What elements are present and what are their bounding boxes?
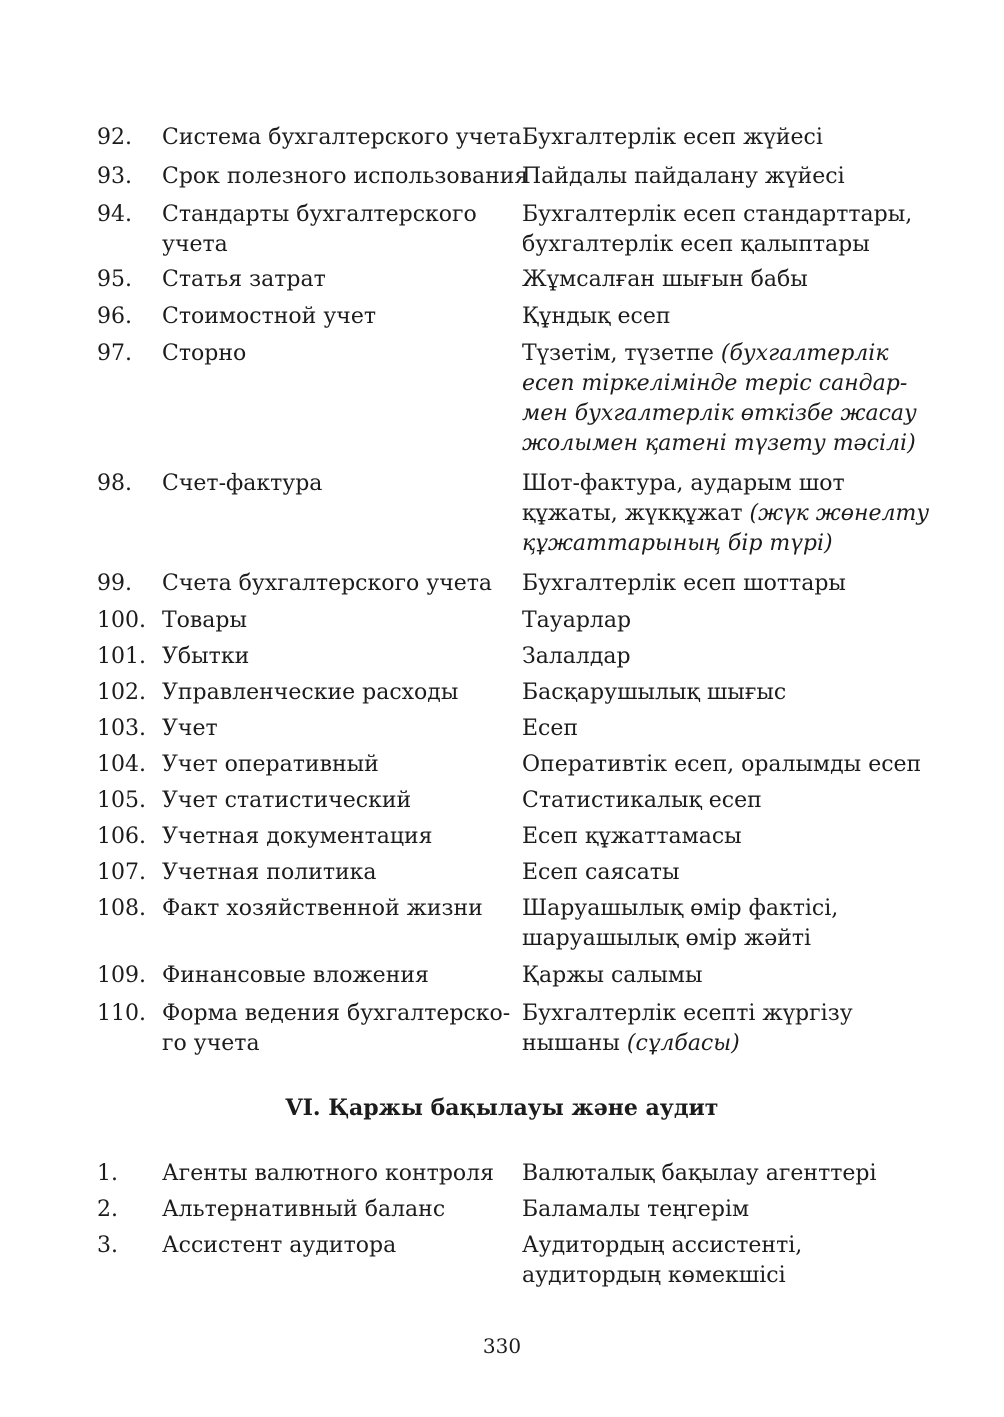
russian-term-line: Счета бухгалтерского учета bbox=[162, 571, 493, 596]
kazakh-term-line bbox=[522, 339, 922, 369]
russian-term bbox=[162, 750, 514, 780]
entry-number: 104. bbox=[97, 752, 146, 777]
kazakh-term bbox=[522, 302, 922, 332]
russian-term bbox=[162, 858, 514, 888]
kazakh-term bbox=[522, 469, 930, 559]
kazakh-term bbox=[522, 750, 922, 780]
russian-term-line: Управленческие расходы bbox=[162, 680, 459, 705]
kazakh-term bbox=[522, 162, 922, 192]
kazakh-term-text: нышаны bbox=[522, 1031, 627, 1056]
kazakh-term-note: (сұлбасы) bbox=[626, 1031, 740, 1056]
kazakh-term-text: Есеп саясаты bbox=[522, 860, 680, 885]
kazakh-term bbox=[522, 999, 922, 1059]
kazakh-term-line bbox=[522, 469, 922, 499]
entry-number: 109. bbox=[97, 963, 146, 988]
kazakh-term-note: құжаттарының бір түрі) bbox=[522, 531, 833, 556]
kazakh-term-line bbox=[522, 369, 922, 399]
kazakh-term bbox=[522, 822, 922, 852]
kazakh-term-text: аудитордың көмекшісі bbox=[522, 1263, 786, 1288]
kazakh-term-text: Түзетім, түзетпе bbox=[522, 341, 721, 366]
russian-term-line: Финансовые вложения bbox=[162, 963, 429, 988]
kazakh-term-text: Бухгалтерлік есеп жүйесі bbox=[522, 125, 823, 150]
kazakh-term-text: Залалдар bbox=[522, 644, 631, 669]
kazakh-term-text: бухгалтерлік есеп қалыптары bbox=[522, 232, 870, 257]
russian-term bbox=[162, 894, 514, 924]
russian-term bbox=[162, 1231, 514, 1261]
kazakh-term-line bbox=[522, 265, 922, 295]
russian-term-line: Сторно bbox=[162, 341, 247, 366]
kazakh-term bbox=[522, 894, 922, 954]
entry-number: 101. bbox=[97, 644, 146, 669]
kazakh-term-line bbox=[522, 714, 922, 744]
entry-number: 110. bbox=[97, 1001, 146, 1026]
russian-term bbox=[162, 200, 514, 260]
kazakh-term-line bbox=[522, 642, 922, 672]
entry-number: 99. bbox=[97, 571, 132, 596]
russian-term-line: Стандарты бухгалтерского bbox=[162, 202, 477, 227]
kazakh-term bbox=[522, 200, 922, 260]
russian-term-line: Учет оперативный bbox=[162, 752, 379, 777]
russian-term-line: го учета bbox=[162, 1031, 260, 1056]
russian-term-line: учета bbox=[162, 232, 228, 257]
kazakh-term-text: Оперативтік есеп, оралымды есеп bbox=[522, 752, 922, 777]
russian-term-line: Срок полезного использования bbox=[162, 164, 529, 189]
kazakh-term bbox=[522, 265, 922, 295]
kazakh-term bbox=[522, 961, 922, 991]
russian-term bbox=[162, 961, 514, 991]
entry-number: 1. bbox=[97, 1161, 118, 1186]
kazakh-term-text: құжаты, жүкқұжат bbox=[522, 501, 750, 526]
russian-term bbox=[162, 302, 514, 332]
kazakh-term-text: Есеп bbox=[522, 716, 579, 741]
russian-term bbox=[162, 162, 529, 192]
kazakh-term-line bbox=[522, 924, 922, 954]
kazakh-term bbox=[522, 1159, 922, 1189]
kazakh-term-line bbox=[522, 1029, 922, 1059]
russian-term-line: Ассистент аудитора bbox=[162, 1233, 397, 1258]
kazakh-term-line bbox=[522, 750, 922, 780]
kazakh-term bbox=[522, 339, 922, 459]
russian-term bbox=[162, 265, 514, 295]
kazakh-term-text: Шот-фактура, аударым шот bbox=[522, 471, 845, 496]
russian-term bbox=[162, 822, 514, 852]
russian-term-line: Учетная документация bbox=[162, 824, 433, 849]
kazakh-term-line bbox=[522, 961, 922, 991]
entry-number: 92. bbox=[97, 125, 132, 150]
entry-number: 97. bbox=[97, 341, 132, 366]
kazakh-term-note: есеп тіркелімінде теріс сандар- bbox=[522, 371, 908, 396]
russian-term bbox=[162, 606, 514, 636]
russian-term bbox=[162, 642, 514, 672]
kazakh-term-text: Аудитордың ассистенті, bbox=[522, 1233, 803, 1258]
russian-term-line: Альтернативный баланс bbox=[162, 1197, 446, 1222]
russian-term bbox=[162, 469, 514, 499]
kazakh-term-line bbox=[522, 399, 922, 429]
russian-term-line: Учетная политика bbox=[162, 860, 377, 885]
kazakh-term-text: Валюталық бақылау агенттері bbox=[522, 1161, 877, 1186]
kazakh-term-text: Жұмсалған шығын бабы bbox=[522, 267, 808, 292]
entry-number: 103. bbox=[97, 716, 146, 741]
kazakh-term-line bbox=[522, 858, 922, 888]
russian-term-line: Статья затрат bbox=[162, 267, 326, 292]
kazakh-term-line bbox=[522, 894, 922, 924]
kazakh-term-line bbox=[522, 230, 922, 260]
russian-term bbox=[162, 999, 514, 1059]
kazakh-term-line bbox=[522, 529, 922, 559]
russian-term bbox=[162, 123, 522, 153]
kazakh-term-line bbox=[522, 822, 922, 852]
kazakh-term bbox=[522, 569, 922, 599]
russian-term bbox=[162, 678, 514, 708]
kazakh-term-text: Шаруашылық өмір фактісі, bbox=[522, 896, 839, 921]
kazakh-term-text: Статистикалық есеп bbox=[522, 788, 762, 813]
russian-term-line: Учет bbox=[162, 716, 218, 741]
kazakh-term-text: Пайдалы пайдалану жүйесі bbox=[522, 164, 845, 189]
kazakh-term-text: Бухгалтерлік есепті жүргізу bbox=[522, 1001, 853, 1026]
kazakh-term bbox=[522, 714, 922, 744]
kazakh-term-line bbox=[522, 606, 922, 636]
russian-term-line: Форма ведения бухгалтерско- bbox=[162, 1001, 511, 1026]
russian-term-line: Факт хозяйственной жизни bbox=[162, 896, 483, 921]
entry-number: 106. bbox=[97, 824, 146, 849]
russian-term-line: Товары bbox=[162, 608, 248, 633]
entry-number: 107. bbox=[97, 860, 146, 885]
kazakh-term-line bbox=[522, 569, 922, 599]
kazakh-term bbox=[522, 1195, 922, 1225]
entry-number: 3. bbox=[97, 1233, 118, 1258]
entry-number: 93. bbox=[97, 164, 132, 189]
russian-term-line: Счет-фактура bbox=[162, 471, 323, 496]
section-heading: VI. Қаржы бақылауы және аудит bbox=[285, 1095, 719, 1121]
kazakh-term-text: Тауарлар bbox=[522, 608, 632, 633]
entry-number: 95. bbox=[97, 267, 132, 292]
kazakh-term-line bbox=[522, 302, 922, 332]
kazakh-term-line bbox=[522, 499, 930, 529]
kazakh-term bbox=[522, 123, 922, 153]
kazakh-term bbox=[522, 606, 922, 636]
kazakh-term bbox=[522, 642, 922, 672]
kazakh-term-text: Басқарушылық шығыс bbox=[522, 680, 787, 705]
kazakh-term bbox=[522, 786, 922, 816]
kazakh-term-note: мен бухгалтерлік өткізбе жасау bbox=[522, 401, 917, 426]
kazakh-term-text: шаруашылық өмір жәйті bbox=[522, 926, 812, 951]
kazakh-term bbox=[522, 1231, 922, 1291]
kazakh-term-line bbox=[522, 200, 922, 230]
kazakh-term-line bbox=[522, 1261, 922, 1291]
kazakh-term-line bbox=[522, 123, 922, 153]
russian-term bbox=[162, 786, 514, 816]
kazakh-term-line bbox=[522, 786, 922, 816]
kazakh-term-text: Есеп құжаттамасы bbox=[522, 824, 742, 849]
kazakh-term-line bbox=[522, 999, 922, 1029]
russian-term-line: Система бухгалтерского учета bbox=[162, 125, 522, 150]
russian-term bbox=[162, 569, 514, 599]
kazakh-term-note: жолымен қатені түзету тәсілі) bbox=[522, 431, 916, 456]
russian-term bbox=[162, 714, 514, 744]
entry-number: 102. bbox=[97, 680, 146, 705]
kazakh-term-line bbox=[522, 162, 922, 192]
kazakh-term-note: (бухгалтерлік bbox=[720, 341, 889, 366]
russian-term-line: Агенты валютного контроля bbox=[162, 1161, 495, 1186]
kazakh-term-text: Бухгалтерлік есеп шоттары bbox=[522, 571, 846, 596]
kazakh-term-line bbox=[522, 678, 922, 708]
russian-term-line: Стоимостной учет bbox=[162, 304, 377, 329]
entry-number: 105. bbox=[97, 788, 146, 813]
kazakh-term-note: (жүк жөнелту bbox=[749, 501, 930, 526]
kazakh-term-line bbox=[522, 1231, 922, 1261]
russian-term bbox=[162, 1159, 514, 1189]
russian-term bbox=[162, 1195, 514, 1225]
kazakh-term-line bbox=[522, 429, 922, 459]
kazakh-term-text: Бухгалтерлік есеп стандарттары, bbox=[522, 202, 913, 227]
russian-term bbox=[162, 339, 514, 369]
kazakh-term bbox=[522, 678, 922, 708]
entry-number: 108. bbox=[97, 896, 146, 921]
kazakh-term bbox=[522, 858, 922, 888]
russian-term-line: Учет статистический bbox=[162, 788, 412, 813]
kazakh-term-line bbox=[522, 1159, 922, 1189]
kazakh-term-text: Қаржы салымы bbox=[522, 963, 703, 988]
kazakh-term-text: Баламалы теңгерім bbox=[522, 1197, 750, 1222]
entry-number: 96. bbox=[97, 304, 132, 329]
entry-number: 98. bbox=[97, 471, 132, 496]
kazakh-term-text: Құндық есеп bbox=[522, 304, 671, 329]
russian-term-line: Убытки bbox=[162, 644, 250, 669]
entry-number: 2. bbox=[97, 1197, 118, 1222]
page-number: 330 bbox=[482, 1334, 522, 1358]
kazakh-term-line bbox=[522, 1195, 922, 1225]
entry-number: 94. bbox=[97, 202, 132, 227]
entry-number: 100. bbox=[97, 608, 146, 633]
